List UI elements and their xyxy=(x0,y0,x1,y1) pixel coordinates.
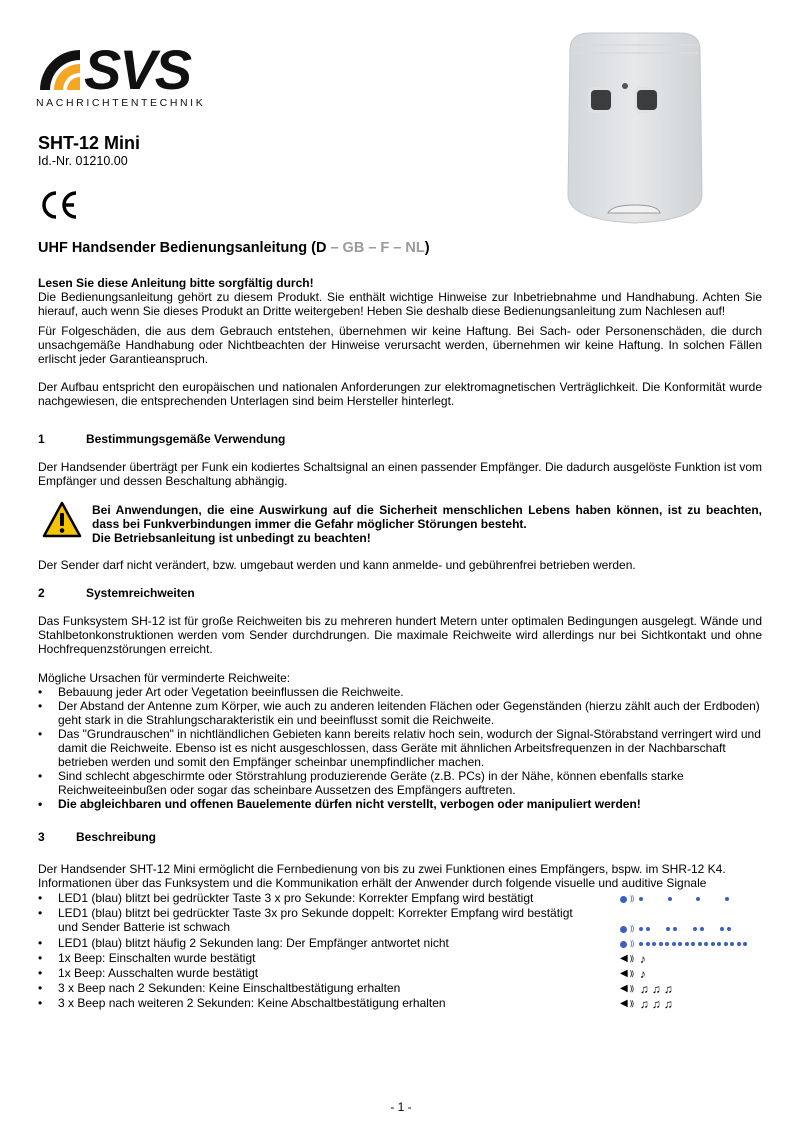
section-1-paragraph-2: Der Sender darf nicht verändert, bzw. umgebaut werden und kann anmelde- und gebührenfrei betrieben werden. xyxy=(38,558,636,572)
remote-control-image xyxy=(560,25,710,232)
blink-dot xyxy=(652,942,656,946)
list-item: • Bebauung jeder Art oder Vegetation beeinflussen die Reichweite. xyxy=(38,685,404,699)
list-item: • Sind schlecht abgeschirmte oder Störstrahlung produzierende Geräte (z.B. PCs) in der Nähe, können ebenfalls starke Reichweiteeinbußen oder sogar das scheinbare Aussetzen des Empfängers auftreten. xyxy=(38,769,684,797)
signal-list-item: • LED1 (blau) blitzt häufig 2 Sekunden lang: Der Empfänger antwortet nicht ⸩ xyxy=(38,936,762,951)
blink-dot xyxy=(743,942,747,946)
blink-dot xyxy=(639,897,643,901)
beep-signal-indicator xyxy=(620,997,676,1011)
speaker-icon: ◀ xyxy=(620,968,628,979)
intro-paragraph-2: Für Folgeschäden, die aus dem Gebrauch entstehen, übernehmen wir keine Haftung. Bei Sach- oder Personenschäden, die durch unsachgemäße Handhabung oder Nichtbeachten der Hinweise verursacht werden, übernehmen wir keine Haftung. In solchen Fällen erlischt jeder Garantieanspruch. xyxy=(38,324,762,366)
sound-waves-icon: ⸩ xyxy=(629,969,634,978)
blink-dot xyxy=(725,897,729,901)
blink-dot xyxy=(668,897,672,901)
blink-dot xyxy=(659,942,663,946)
speaker-icon: ◀ xyxy=(620,953,628,964)
product-id: Id.-Nr. 01210.00 xyxy=(38,154,128,168)
list-item: • Das "Grundrauschen" in nichtländlichen Gebieten kann bereits relativ hoch sein, wodurch der Signal-Störabstand verringert wird und damit die Reichweite. Ebenso ist es nicht ausgeschlossen, dass Geräte mit ähnlichen Arbeitsfrequenzen in der Nachbarschaft betrieben werden und somit den Empfänger scheinbar unempfindlicher machen. xyxy=(38,727,761,769)
signal-list xyxy=(38,891,762,1011)
blink-dot xyxy=(691,942,695,946)
signal-list-item: • 3 x Beep nach 2 Sekunden: Keine Einschaltbestätigung erhalten ◀ ⸩ ♫♫♫ xyxy=(38,981,676,996)
blink-dot xyxy=(727,927,731,931)
music-note-icon: ♪ xyxy=(639,952,649,966)
blink-dot xyxy=(730,942,734,946)
sound-waves-icon: ⸩ xyxy=(629,954,634,963)
speaker-icon: ◀ xyxy=(620,998,628,1009)
blink-dot xyxy=(673,927,677,931)
signal-waves-icon xyxy=(36,44,216,94)
blink-dot xyxy=(678,942,682,946)
blink-dot xyxy=(693,927,697,931)
sound-waves-icon: ⸩ xyxy=(629,999,634,1008)
manual-heading: UHF Handsender Bedienungsanleitung (D – GB – F – NL) xyxy=(38,240,430,256)
music-note-icon: ♫♫♫ xyxy=(639,982,676,996)
blink-dot xyxy=(720,927,724,931)
signal-list-item: • LED1 (blau) blitzt bei gedrückter Taste 3 x pro Sekunde: Korrekter Empfang wird bestätigt ⸩ xyxy=(38,891,762,906)
svs-logo xyxy=(36,44,216,116)
led-icon xyxy=(620,926,627,933)
blink-dot xyxy=(665,942,669,946)
blink-dot xyxy=(737,942,741,946)
section-3-heading: 3 Beschreibung xyxy=(38,830,157,844)
section-1-heading: 1 Bestimmungsgemäße Verwendung xyxy=(38,432,286,446)
svg-text:SVS: SVS xyxy=(84,44,191,94)
blink-dot xyxy=(717,942,721,946)
intro-bold: Lesen Sie diese Anleitung bitte sorgfältig durch! xyxy=(38,276,314,290)
led-signal-indicator xyxy=(620,937,750,951)
blink-dot xyxy=(698,942,702,946)
beep-signal-indicator xyxy=(620,982,676,996)
page-number: - 1 - xyxy=(390,1100,412,1114)
blink-dot xyxy=(696,897,700,901)
beep-signal-indicator xyxy=(620,952,649,966)
section-1-paragraph: Der Handsender überträgt per Funk ein kodiertes Schaltsignal an einen passender Empfänger. Die dadurch ausgelöste Funktion ist vom Empfänger und dessen Beschaltung abhängig. xyxy=(38,460,762,488)
music-note-icon: ♪ xyxy=(639,967,649,981)
blink-dot xyxy=(646,927,650,931)
light-waves-icon: ⸩ xyxy=(630,924,634,933)
light-waves-icon: ⸩ xyxy=(630,894,634,903)
blink-dot xyxy=(646,942,650,946)
blink-dot xyxy=(700,927,704,931)
signal-list-item: • 3 x Beep nach weiteren 2 Sekunden: Keine Abschaltbestätigung erhalten ◀ ⸩ ♫♫♫ xyxy=(38,996,676,1011)
beep-signal-indicator xyxy=(620,967,649,981)
intro-paragraph-1: Die Bedienungsanleitung gehört zu diesem Produkt. Sie enthält wichtige Hinweise zur Inbetriebnahme und Handhabung. Achten Sie hierauf, auch wenn Sie dieses Produkt an Dritte weitergeben! Heben Sie deshalb diese Bedienungsanleitung zum Nachlesen auf! xyxy=(38,290,762,318)
blink-dot xyxy=(704,942,708,946)
speaker-icon: ◀ xyxy=(620,983,628,994)
intro-paragraph-3: Der Aufbau entspricht den europäischen und nationalen Anforderungen zur elektromagnetischen Verträglichkeit. Die Konformität wurde nachgewiesen, die entsprechenden Unterlagen sind beim Hersteller hinterlegt. xyxy=(38,380,762,408)
section-2-paragraph: Das Funksystem SH-12 ist für große Reichweiten bis zu mehreren hundert Metern unter optimalen Bedingungen ausgelegt. Wände und Stahlbetonkonstruktionen werden vom Sender durchdrungen. Die maximale Reichweite wird allerdings nur bei Sichtkontakt und ohne Hochfrequenzstörungen erreicht. xyxy=(38,614,762,656)
blink-dot xyxy=(666,927,670,931)
blink-dot xyxy=(672,942,676,946)
ce-mark-icon xyxy=(40,190,80,220)
signal-list-item: • 1x Beep: Einschalten wurde bestätigt ◀ ⸩ ♪ xyxy=(38,951,649,966)
blink-dot xyxy=(724,942,728,946)
warning-icon xyxy=(42,501,82,539)
led-icon xyxy=(620,896,627,903)
music-note-icon: ♫♫♫ xyxy=(639,997,676,1011)
list-item: • Der Abstand der Antenne zum Körper, wie auch zu anderen leitenden Flächen oder Gegenständen (hierzu zählt auch der Erdboden) geht stark in die Strahlungscharakteristik ein und beeinflusst somit die Reichweite. xyxy=(38,699,760,727)
intro-section xyxy=(38,276,762,318)
warning-text: Bei Anwendungen, die eine Auswirkung auf die Sicherheit menschlichen Lebens haben können, ist zu beachten, dass bei Funkverbindungen immer die Gefahr möglicher Störungen besteht. Die Betriebsanleitung ist unbedingt zu beachten! xyxy=(92,503,762,545)
led-signal-indicator xyxy=(620,892,731,906)
blink-dot xyxy=(685,942,689,946)
blink-dot xyxy=(639,942,643,946)
blink-dot xyxy=(711,942,715,946)
logo-subtitle: NACHRICHTENTECHNIK xyxy=(36,97,206,109)
range-causes-list: Mögliche Ursachen für verminderte Reichweite: • Bebauung jeder Art oder Vegetation beeinflussen die Reichweite. • Der Abstand der Antenne zum Körper, wie auch zu anderen leitenden Flächen oder Gegenständen (hierzu zählt auch der Erdboden) geht stark in die Strahlungscharakteristik ein und beeinflusst somit die Reichweite. • Das "Grundrauschen" in nichtländlichen Gebieten kann bereits relativ hoch sein, wodurch der Signal-Störabstand verringert wird und damit die Reichweite. Ebenso ist es nicht ausgeschlossen, dass Geräte mit ähnlichen Arbeitsfrequenzen in der Nachbarschaft betrieben werden und somit den Empfänger scheinbar unempfindlicher machen. • Sind schlecht abgeschirmte oder Störstrahlung produzierende Geräte (z.B. PCs) in der Nähe, können ebenfalls starke Reichweiteeinbußen oder sogar das scheinbare Aussetzen des Empfängers auftreten. • Die abgleichbaren und offenen Bauelemente dürfen nicht verstellt, verbogen oder manipuliert werden! xyxy=(38,671,761,811)
blink-dot xyxy=(639,927,643,931)
led-signal-indicator xyxy=(620,922,733,936)
section-3-paragraph: Der Handsender SHT-12 Mini ermöglicht die Fernbedienung von bis zu zwei Funktionen eines Empfängers, bspw. im SHR-12 K4. Informationen über das Funksystem und die Kommunikation erhält der Anwender durch folgende visuelle und auditive Signale xyxy=(38,862,726,890)
section-2-heading: 2 Systemreichweiten xyxy=(38,586,195,600)
product-title: SHT-12 Mini xyxy=(38,133,141,153)
light-waves-icon: ⸩ xyxy=(630,939,634,948)
led-icon xyxy=(620,941,627,948)
signal-list-item: • LED1 (blau) blitzt bei gedrückter Taste 3x pro Sekunde doppelt: Korrekter Empfang wird bestätigt und Sender Batterie ist schwach ⸩ xyxy=(38,906,762,936)
signal-list-item: • 1x Beep: Ausschalten wurde bestätigt ◀ ⸩ ♪ xyxy=(38,966,649,981)
list-item: • Die abgleichbaren und offenen Bauelemente dürfen nicht verstellt, verbogen oder manipuliert werden! xyxy=(38,797,641,811)
sound-waves-icon: ⸩ xyxy=(629,984,634,993)
